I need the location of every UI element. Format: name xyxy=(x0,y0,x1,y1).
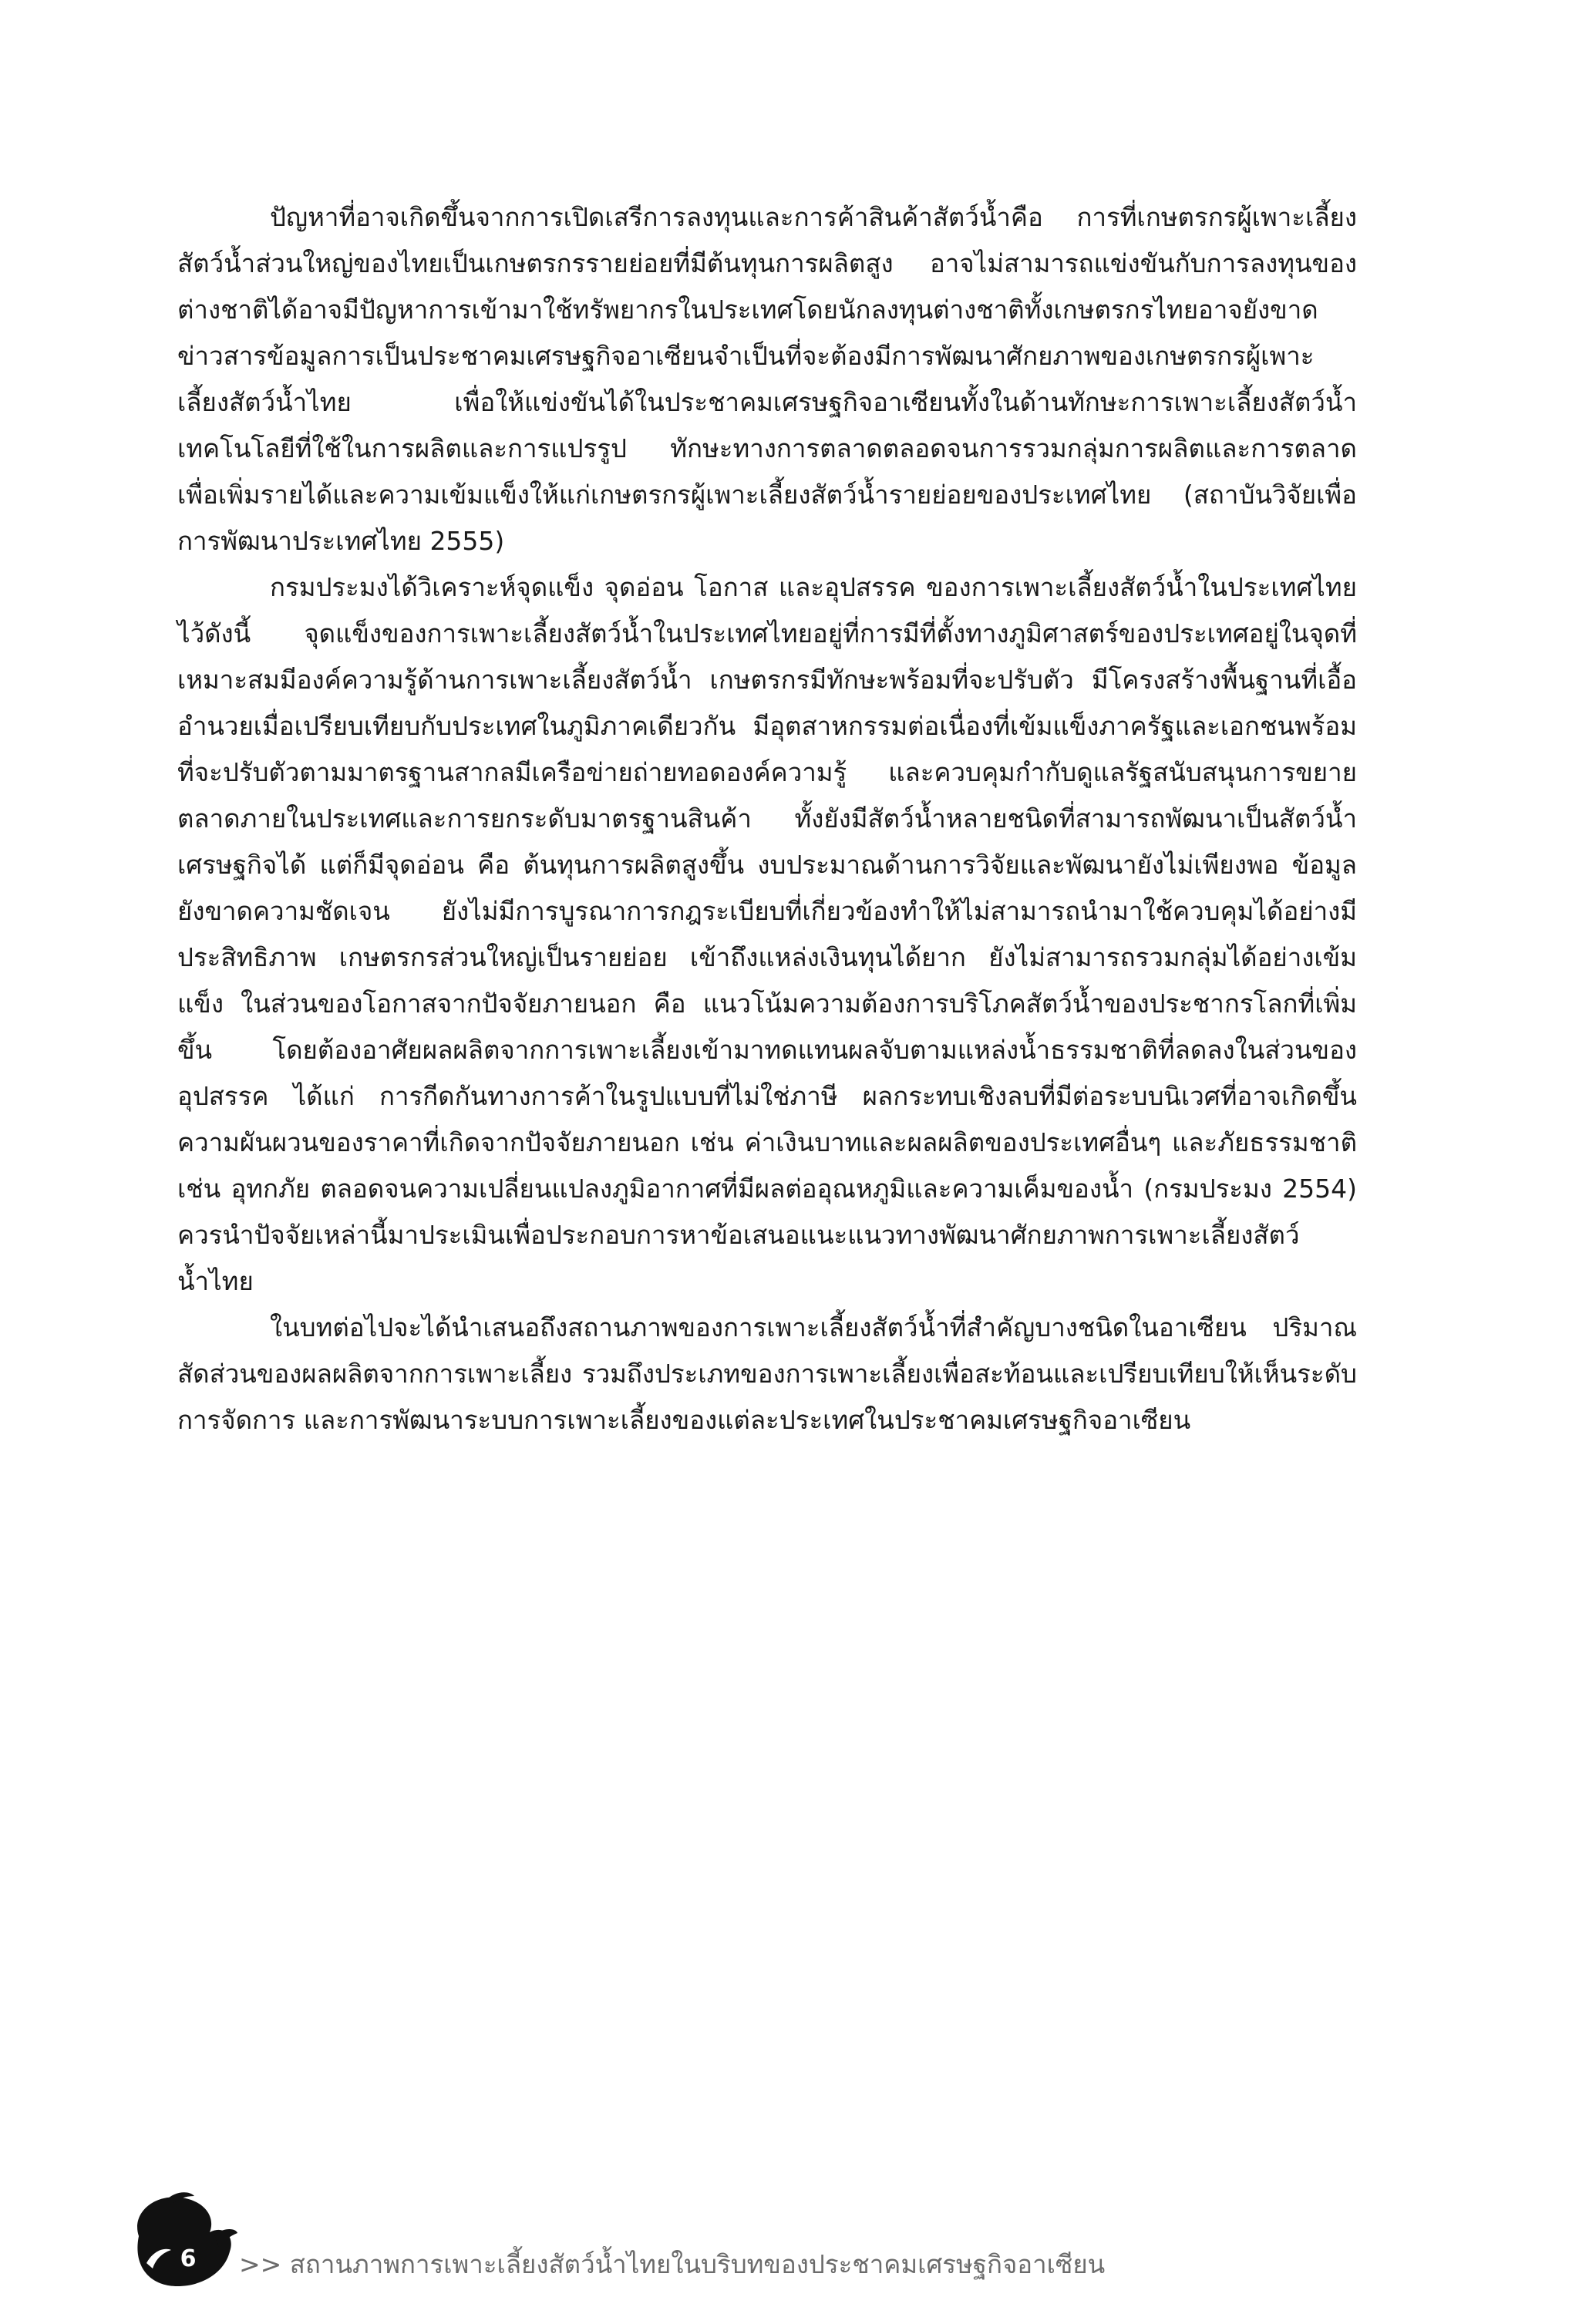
paragraph-2: กรมประมงได้วิเคราะห์จุดแข็ง จุดอ่อน โอกาส และอุปสรรค ของการเพาะเลี้ยงสัตว์น้ำในประเทศไทยไว้ดังนี้ จุดแข็งของการเพาะเลี้ยงสัตว์น้ำในประเทศไทยอยู่ที่การมีที่ตั้งทางภูมิศาสตร์ของประเทศอยู่ในจุดที่เหมาะสมมีองค์ความรู้ด้านการเพาะเลี้ยงสัตว์น้ำ เกษตรกรมีทักษะพร้อมที่จะปรับตัว มีโครงสร้างพื้นฐานที่เอื้ออำนวยเมื่อเปรียบเทียบกับประเทศในภูมิภาคเดียวกัน มีอุตสาหกรรมต่อเนื่องที่เข้มแข็งภาครัฐและเอกชนพร้อมที่จะปรับตัวตามมาตรฐานสากลมีเครือข่ายถ่ายทอดองค์ความรู้ และควบคุมกำกับดูแลรัฐสนับสนุนการขยายตลาดภายในประเทศและการยกระดับมาตรฐานสินค้า ทั้งยังมีสัตว์น้ำหลายชนิดที่สามารถพัฒนาเป็นสัตว์น้ำเศรษฐกิจได้ แต่ก็มีจุดอ่อน คือ ต้นทุนการผลิตสูงขึ้น งบประมาณด้านการวิจัยและพัฒนายังไม่เพียงพอ ข้อมูลยังขาดความชัดเจน ยังไม่มีการบูรณาการกฎระเบียบที่เกี่ยวข้องทำให้ไม่สามารถนำมาใช้ควบคุมได้อย่างมีประสิทธิภาพ เกษตรกรส่วนใหญ่เป็นรายย่อย เข้าถึงแหล่งเงินทุนได้ยาก ยังไม่สามารถรวมกลุ่มได้อย่างเข้มแข็ง ในส่วนของโอกาสจากปัจจัยภายนอก คือ แนวโน้มความต้องการบริโภคสัตว์น้ำของประชากรโลกที่เพิ่มขึ้น โดยต้องอาศัยผลผลิตจากการเพาะเลี้ยงเข้ามาทดแทนผลจับตามแหล่งน้ำธรรมชาติที่ลดลงในส่วนของอุปสรรค ได้แก่ การกีดกันทางการค้าในรูปแบบที่ไม่ใช่ภาษี ผลกระทบเชิงลบที่มีต่อระบบนิเวศที่อาจเกิดขึ้น ความผันผวนของราคาที่เกิดจากปัจจัยภายนอก เช่น ค่าเงินบาทและผลผลิตของประเทศอื่นๆ และภัยธรรมชาติ เช่น อุทกภัย ตลอดจนความเปลี่ยนแปลงภูมิอากาศที่มีผลต่ออุณหภูมิและความเค็มของน้ำ (กรมประมง 2554) ควรนำปัจจัยเหล่านี้มาประเมินเพื่อประกอบการหาข้อเสนอแนะแนวทางพัฒนาศักยภาพการเพาะเลี้ยงสัตว์น้ำไทย xyxy=(177,572,1357,1296)
paragraph-1: ปัญหาที่อาจเกิดขึ้นจากการเปิดเสรีการลงทุนและการค้าสินค้าสัตว์น้ำคือ การที่เกษตรกรผู้เพาะเลี้ยงสัตว์น้ำส่วนใหญ่ของไทยเป็นเกษตรกรรายย่อยที่มีต้นทุนการผลิตสูง อาจไม่สามารถแข่งขันกับการลงทุนของต่างชาติได้อาจมีปัญหาการเข้ามาใช้ทรัพยากรในประเทศโดยนักลงทุนต่างชาติทั้งเกษตรกรไทยอาจยังขาดข่าวสารข้อมูลการเป็นประชาคมเศรษฐกิจอาเซียนจำเป็นที่จะต้องมีการพัฒนาศักยภาพของเกษตรกรผู้เพาะเลี้ยงสัตว์น้ำไทย เพื่อให้แข่งขันได้ในประชาคมเศรษฐกิจอาเซียนทั้งในด้านทักษะการเพาะเลี้ยงสัตว์น้ำ เทคโนโลยีที่ใช้ในการผลิตและการแปรรูป ทักษะทางการตลาดตลอดจนการรวมกลุ่มการผลิตและการตลาด เพื่อเพิ่มรายได้และความเข้มแข็งให้แก่เกษตรกรผู้เพาะเลี้ยงสัตว์น้ำรายย่อยของประเทศไทย (สถาบันวิจัยเพื่อการพัฒนาประเทศไทย 2555) xyxy=(177,202,1357,556)
paragraph-3: ในบทต่อไปจะได้นำเสนอถึงสถานภาพของการเพาะเลี้ยงสัตว์น้ำที่สำคัญบางชนิดในอาเซียน ปริมาณสัดส่วนของผลผลิตจากการเพาะเลี้ยง รวมถึงประเภทของการเพาะเลี้ยงเพื่อสะท้อนและเปรียบเทียบให้เห็นระดับการจัดการ และการพัฒนาระบบการเพาะเลี้ยงของแต่ละประเทศในประชาคมเศรษฐกิจอาเซียน xyxy=(177,1312,1357,1435)
page-number: 6 xyxy=(180,2245,197,2272)
body-text xyxy=(177,194,1357,1443)
fish-silhouette-icon xyxy=(123,2190,239,2290)
page-footer xyxy=(123,2190,1126,2282)
footer-title: >> สถานภาพการเพาะเลี้ยงสัตว์น้ำไทยในบริบทของประชาคมเศรษฐกิจอาเซียน xyxy=(239,2249,1106,2279)
